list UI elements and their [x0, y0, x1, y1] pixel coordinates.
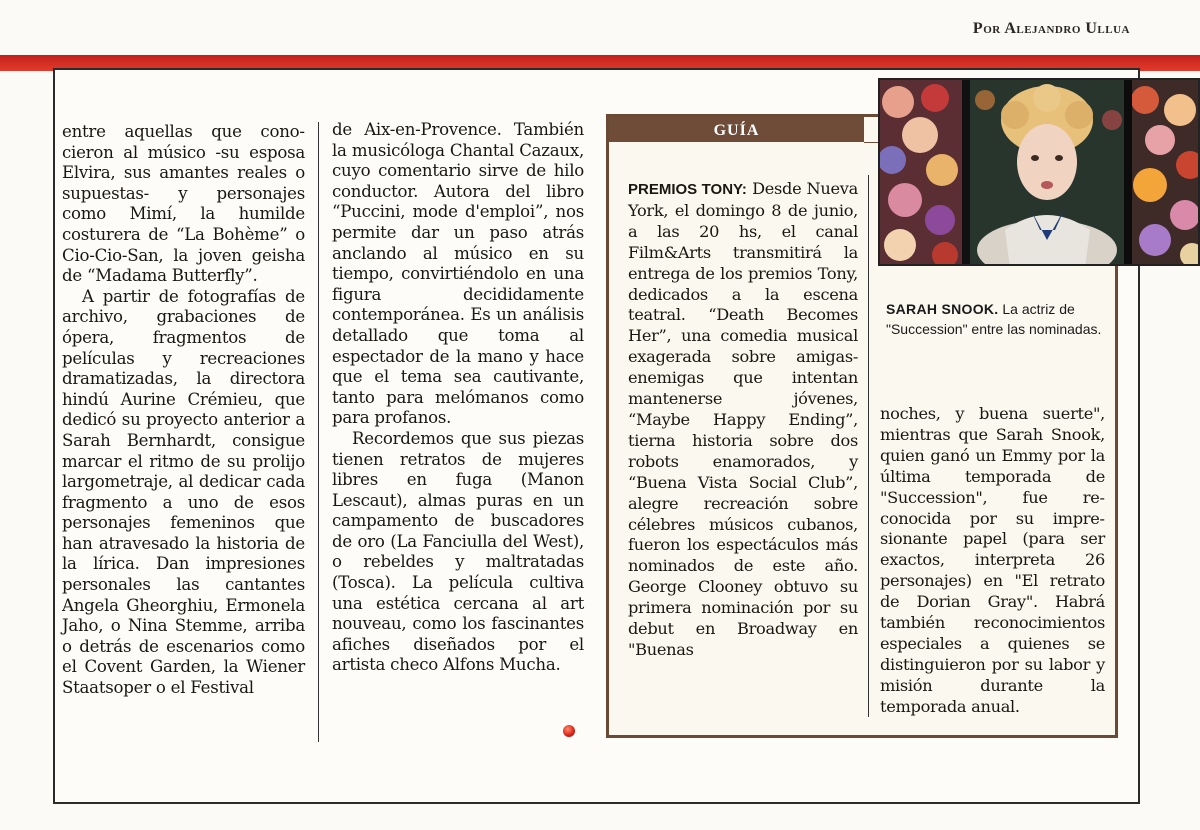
article-paragraph: A partir de fotografías de archivo, grabaciones de ópera, fragmentos de películas y recreaciones dramatizadas, la directora hindú Aurine Crémieu, que dedicó su proyecto anterior a Sarah Bernhardt, consigue marcar el ritmo de su prolijo largometraje, al dedicar cada fragmento a uno de esos personajes femeninos que han atravesado la historia de la lírica. Dan impresiones personales las cantantes Angela Gheorghiu, Ermonela Jaho, o Nina Stemme, arriba o detrás de escenarios como el Covent Garden, la Wiener Staatsoper o el Festival: [62, 286, 305, 698]
actress-figure: [970, 80, 1124, 266]
guide-text: noches, y buena suerte", mientras que Sarah Snook, quien ganó un Emmy por la última temporada de "Succession", fue reconocida por su impresionante papel (para ser exactos, interpreta 26 personajes) en "El retrato de Dorian Gray". Habrá también reconocimientos especiales a quienes se distinguieron por su labor y misión durante la temporada anual.: [880, 404, 1105, 716]
photo-caption: [886, 299, 1116, 339]
caption-text: La actriz de "Succession" entre las nominadas.: [886, 301, 1102, 337]
sarah-snook-photo: [878, 78, 1200, 266]
caption-name: SARAH SNOOK.: [886, 301, 999, 317]
article-column-2: [332, 120, 584, 676]
byline: Por Alejandro Ullua: [972, 20, 1130, 37]
guide-column-divider: [868, 175, 869, 717]
column-divider: [318, 122, 319, 742]
article-paragraph: entre aquellas que conocieron al músico -su esposa Elvira, sus amantes reales o supuestas- y personajes como Mimí, la humilde costurera de “La Bohème” o Cio-Cio-San, la joven geisha de “Madama Butterfly”.: [62, 122, 305, 286]
article-paragraph: de Aix-en-Provence. También la musicóloga Chantal Cazaux, cuyo comentario sirve de hilo conductor. Autora del libro “Puccini, mode d'emploi”, nos permite dar un paso atrás anclando al músico en su tiempo, convirtiéndolo en una figura decididamente contemporánea. Es un análisis detallado que toma al espectador de la mano y hace que el tema sea cautivante, tanto para melómanos como para profanos.: [332, 120, 584, 428]
flower-panel-right: [1131, 80, 1200, 266]
guide-header: GUÍA: [609, 117, 864, 142]
end-mark-dot: [563, 725, 575, 737]
guide-kicker: PREMIOS TONY:: [628, 181, 747, 198]
article-paragraph: Recordemos que sus piezas tienen retratos de mujeres libres en fuga (Manon Lescaut), almas puras en un campamento de buscadores de oro (La Fanciulla del West), o rebeldes y maltratadas (Tosca). La película cultiva una estética cercana al art nouveau, como los fascinantes afiches diseñados por el artista checo Alfons Mucha.: [332, 428, 584, 675]
guide-column-1: [628, 179, 858, 661]
guide-column-2: [880, 404, 1105, 718]
photo-illustration: [880, 80, 1200, 266]
flower-panel-left: [880, 80, 962, 266]
guide-text: Desde Nueva York, el domingo 8 de junio, a las 20 hs, el canal Film&Arts transmitirá la entrega de los premios Tony, dedicados a la escena teatral. “Death Becomes Her”, una comedia musical exagerada sobre amigas-enemigas que intentan mantenerse jóvenes, “Maybe Happy Ending”, tierna historia sobre dos robots enamorados, y “Buena Vista Social Club”, alegre recreación sobre célebres músicos cubanos, fueron los espectáculos más nominados de este año. George Clooney obtuvo su primera nominación por su debut en Broadway en "Buenas: [628, 179, 858, 659]
article-column-1: [62, 122, 305, 699]
